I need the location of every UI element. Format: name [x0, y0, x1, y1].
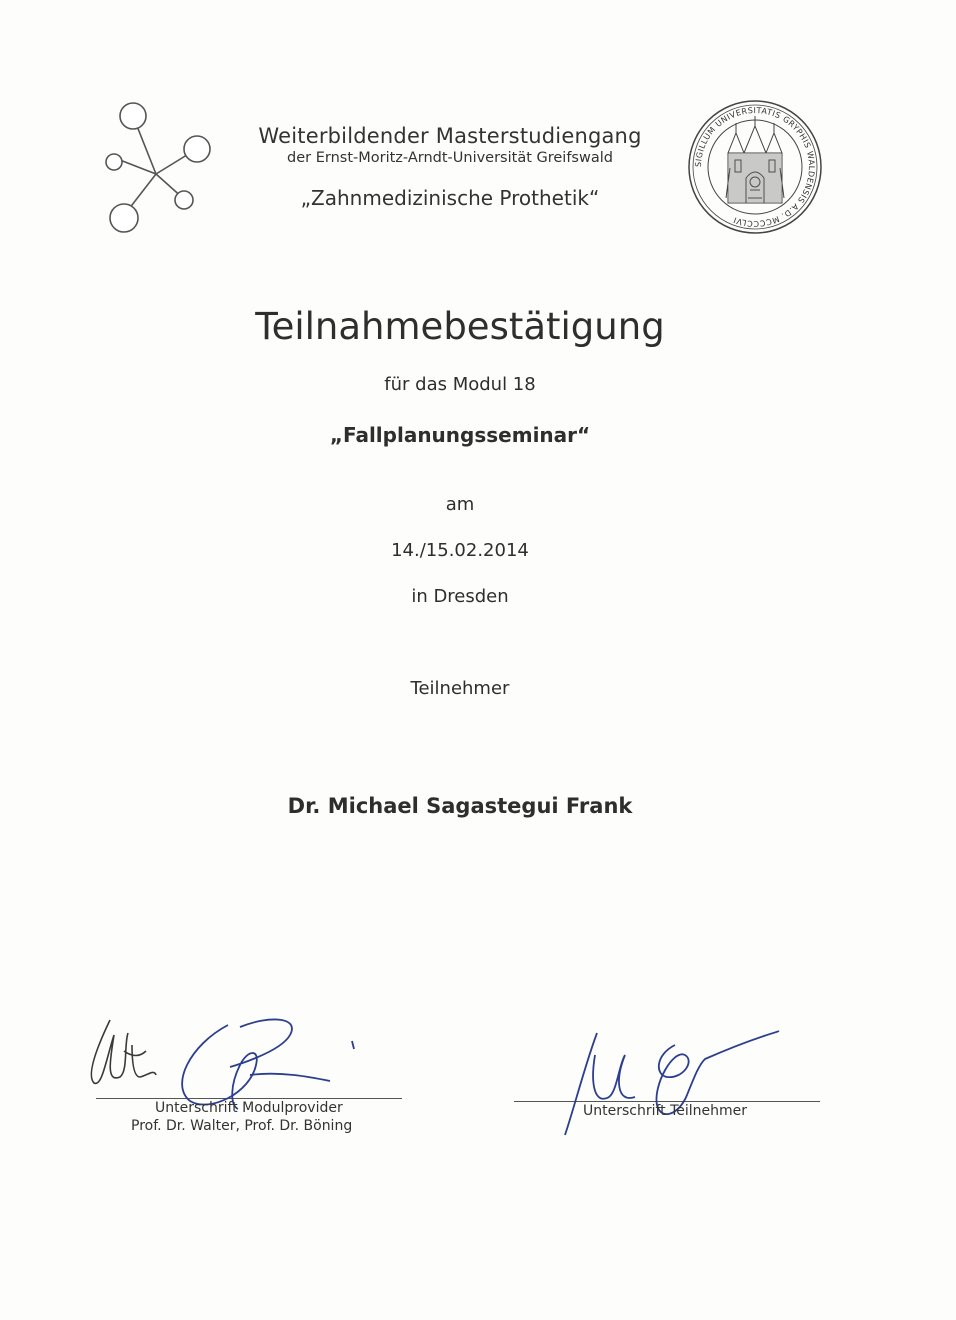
program-header — [230, 124, 670, 210]
certificate-title: Teilnahmebestätigung — [255, 305, 665, 348]
module-name: „Fallplanungsseminar“ — [329, 423, 591, 447]
event-date: 14./15.02.2014 — [391, 540, 529, 561]
university-seal-icon — [688, 98, 822, 236]
program-subject: „Zahnmedizinische Prothetik“ — [300, 186, 600, 210]
participant-label: Teilnehmer — [410, 678, 510, 699]
provider-signature-icon — [80, 1005, 380, 1115]
provider-signature-label: Unterschrift Modulprovider — [155, 1100, 343, 1116]
module-number: für das Modul 18 — [384, 374, 536, 395]
event-place: in Dresden — [411, 586, 509, 607]
participant-signature-icon — [555, 1025, 795, 1140]
date-prefix: am — [445, 494, 475, 515]
university-name: der Ernst-Moritz-Arndt-Universität Greifswald — [287, 150, 613, 166]
program-title: Weiterbildender Masterstudiengang — [258, 124, 642, 148]
participant-name: Dr. Michael Sagastegui Frank — [287, 794, 633, 818]
molecule-logo-icon — [100, 98, 215, 238]
provider-signature-names: Prof. Dr. Walter, Prof. Dr. Böning — [131, 1118, 353, 1134]
svg-text:SIGILLUM UNIVERSITATIS GRYPHIS: SIGILLUM UNIVERSITATIS GRYPHIS WALDENSIS A.D. MCCCCLVI — [693, 105, 817, 229]
participant-signature-label: Unterschrift Teilnehmer — [583, 1103, 748, 1119]
